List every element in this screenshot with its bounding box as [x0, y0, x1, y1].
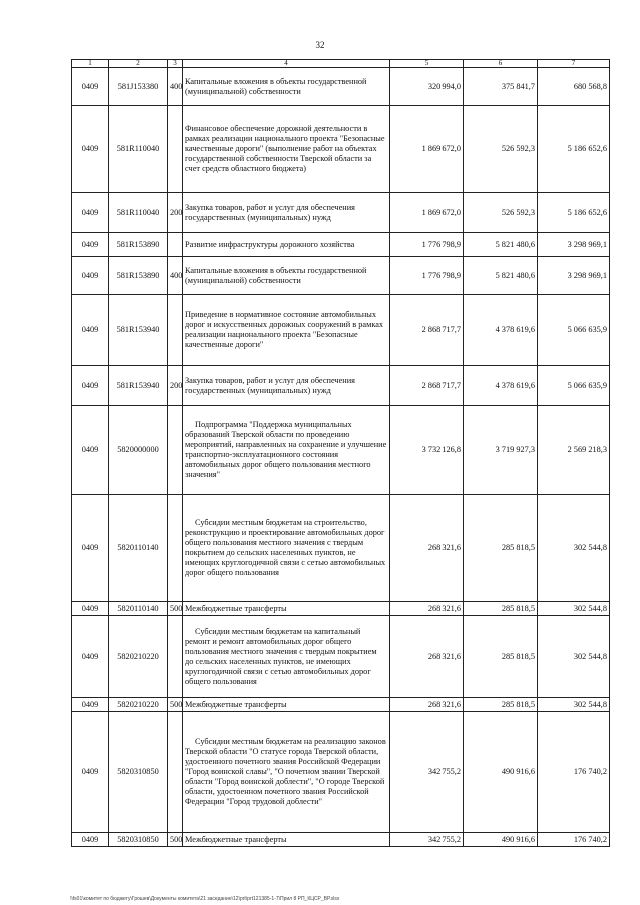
- table-row: [72, 406, 610, 495]
- target-code-cell: 581R110040: [109, 106, 168, 193]
- amount-year3-cell: 5 186 652,6: [538, 106, 610, 193]
- table-row: [72, 257, 610, 295]
- amount-year3-cell: 176 740,2: [538, 712, 610, 833]
- amount-year1-cell: 2 868 717,7: [390, 295, 464, 366]
- expense-type-cell: [168, 406, 183, 495]
- amount-year2-cell: 5 821 480,6: [464, 233, 538, 257]
- description-cell: Капитальные вложения в объекты государственной (муниципальной) собственности: [183, 68, 390, 106]
- section-code-cell: 0409: [72, 406, 109, 495]
- section-code-cell: 0409: [72, 68, 109, 106]
- amount-year1-cell: 268 321,6: [390, 602, 464, 616]
- table-row: [72, 68, 610, 106]
- target-code-cell: 581R153940: [109, 366, 168, 406]
- amount-year2-cell: 490 916,6: [464, 833, 538, 847]
- column-header: 2: [109, 60, 168, 68]
- section-code-cell: 0409: [72, 193, 109, 233]
- expense-type-cell: [168, 495, 183, 602]
- description-cell: Развитие инфраструктуры дорожного хозяйства: [183, 233, 390, 257]
- column-header: 3: [168, 60, 183, 68]
- amount-year2-cell: 285 818,5: [464, 698, 538, 712]
- expense-type-cell: 200: [168, 193, 183, 233]
- expense-type-cell: [168, 295, 183, 366]
- description-cell: Приведение в нормативное состояние автомобильных дорог и искусственных дорожных сооружений в рамках реализации национального проекта "Безопасные качественные дороги": [183, 295, 390, 366]
- target-code-cell: 581R153890: [109, 257, 168, 295]
- column-header: 4: [183, 60, 390, 68]
- amount-year1-cell: 2 868 717,7: [390, 366, 464, 406]
- section-code-cell: 0409: [72, 106, 109, 193]
- budget-table: [71, 59, 610, 847]
- amount-year2-cell: 490 916,6: [464, 712, 538, 833]
- description-cell: Закупка товаров, работ и услуг для обеспечения государственных (муниципальных) нужд: [183, 366, 390, 406]
- description-cell: Субсидии местным бюджетам на строительство, реконструкцию и проектирование автомобильных дорог общего пользования местного значения с твердым покрытием до сельских населенных пунктов, не имеющих круглогодичной связи с сетью автомобильных дорог общего пользования: [183, 495, 390, 602]
- table-row: [72, 295, 610, 366]
- amount-year1-cell: 1 869 672,0: [390, 193, 464, 233]
- expense-type-cell: [168, 616, 183, 698]
- amount-year2-cell: 5 821 480,6: [464, 257, 538, 295]
- amount-year3-cell: 302 544,8: [538, 602, 610, 616]
- section-code-cell: 0409: [72, 257, 109, 295]
- section-code-cell: 0409: [72, 366, 109, 406]
- amount-year2-cell: 4 378 619,6: [464, 295, 538, 366]
- target-code-cell: 581R110040: [109, 193, 168, 233]
- amount-year2-cell: 3 719 927,3: [464, 406, 538, 495]
- amount-year3-cell: 5 066 635,9: [538, 295, 610, 366]
- expense-type-cell: 400: [168, 68, 183, 106]
- amount-year1-cell: 342 755,2: [390, 833, 464, 847]
- amount-year3-cell: 2 569 218,3: [538, 406, 610, 495]
- amount-year3-cell: 302 544,8: [538, 616, 610, 698]
- amount-year1-cell: 1 776 798,9: [390, 257, 464, 295]
- description-cell: Подпрограмма "Поддержка муниципальных образований Тверской области по проведению мероприятий, направленных на сохранение и улучшение транспортно-эксплуатационного состояния автомобильных дорог общего пользования местного значения": [183, 406, 390, 495]
- amount-year1-cell: 268 321,6: [390, 698, 464, 712]
- section-code-cell: 0409: [72, 712, 109, 833]
- amount-year3-cell: 302 544,8: [538, 698, 610, 712]
- expense-type-cell: 500: [168, 698, 183, 712]
- expense-type-cell: 400: [168, 257, 183, 295]
- description-cell: Межбюджетные трансферты: [183, 698, 390, 712]
- table-row: [72, 366, 610, 406]
- amount-year3-cell: 302 544,8: [538, 495, 610, 602]
- target-code-cell: 5820210220: [109, 616, 168, 698]
- target-code-cell: 5820210220: [109, 698, 168, 712]
- table-row: [72, 602, 610, 616]
- section-code-cell: 0409: [72, 616, 109, 698]
- section-code-cell: 0409: [72, 495, 109, 602]
- description-cell: Субсидии местным бюджетам на реализацию законов Тверской области "О статусе города Тверской области, удостоенного почетного звания Российской Федерации "Город воинской славы", "О почетном звании Тверской области "Город воинской доблести", "О городе Тверской области, удостоенном почетного звания Российской Федерации "Город трудовой доблести": [183, 712, 390, 833]
- column-header: 5: [390, 60, 464, 68]
- description-cell: Межбюджетные трансферты: [183, 833, 390, 847]
- expense-type-cell: 500: [168, 602, 183, 616]
- amount-year3-cell: 3 298 969,1: [538, 233, 610, 257]
- amount-year2-cell: 285 818,5: [464, 616, 538, 698]
- amount-year3-cell: 5 066 635,9: [538, 366, 610, 406]
- amount-year2-cell: 526 592,3: [464, 106, 538, 193]
- amount-year2-cell: 285 818,5: [464, 602, 538, 616]
- amount-year1-cell: 342 755,2: [390, 712, 464, 833]
- table-row: [72, 712, 610, 833]
- amount-year2-cell: 285 818,5: [464, 495, 538, 602]
- amount-year1-cell: 3 732 126,8: [390, 406, 464, 495]
- amount-year3-cell: 5 186 652,6: [538, 193, 610, 233]
- expense-type-cell: 500: [168, 833, 183, 847]
- description-cell: Субсидии местным бюджетам на капитальный ремонт и ремонт автомобильных дорог общего пользования местного значения с твердым покрытием до сельских населенных пунктов, не имеющих круглогодичной связи с сетью автомобильных дорог общего пользования: [183, 616, 390, 698]
- target-code-cell: 5820110140: [109, 602, 168, 616]
- amount-year1-cell: 1 869 672,0: [390, 106, 464, 193]
- target-code-cell: 5820000000: [109, 406, 168, 495]
- amount-year2-cell: 526 592,3: [464, 193, 538, 233]
- section-code-cell: 0409: [72, 602, 109, 616]
- file-path-footer: \\fs01\комитет по бюджету\Грошев\Документы комитета\21 заседание\12\prt\prt121385-1-7\Прил 8 РП_КЦСР_ВР.xlsx: [70, 896, 340, 902]
- expense-type-cell: [168, 106, 183, 193]
- column-header: 1: [72, 60, 109, 68]
- expense-type-cell: [168, 233, 183, 257]
- section-code-cell: 0409: [72, 295, 109, 366]
- expense-type-cell: 200: [168, 366, 183, 406]
- table-row: [72, 616, 610, 698]
- target-code-cell: 5820310850: [109, 833, 168, 847]
- amount-year1-cell: 320 994,0: [390, 68, 464, 106]
- table-row: [72, 833, 610, 847]
- amount-year2-cell: 375 841,7: [464, 68, 538, 106]
- target-code-cell: 5820310850: [109, 712, 168, 833]
- target-code-cell: 581J153380: [109, 68, 168, 106]
- column-header: 7: [538, 60, 610, 68]
- table-row: [72, 698, 610, 712]
- amount-year1-cell: 1 776 798,9: [390, 233, 464, 257]
- description-cell: Межбюджетные трансферты: [183, 602, 390, 616]
- table-row: [72, 233, 610, 257]
- amount-year3-cell: 176 740,2: [538, 833, 610, 847]
- target-code-cell: 581R153890: [109, 233, 168, 257]
- amount-year1-cell: 268 321,6: [390, 616, 464, 698]
- table-row: [72, 495, 610, 602]
- target-code-cell: 5820110140: [109, 495, 168, 602]
- section-code-cell: 0409: [72, 833, 109, 847]
- description-cell: Капитальные вложения в объекты государственной (муниципальной) собственности: [183, 257, 390, 295]
- amount-year3-cell: 680 568,8: [538, 68, 610, 106]
- amount-year2-cell: 4 378 619,6: [464, 366, 538, 406]
- section-code-cell: 0409: [72, 233, 109, 257]
- table-row: [72, 106, 610, 193]
- header-row: [72, 60, 610, 68]
- description-cell: Закупка товаров, работ и услуг для обеспечения государственных (муниципальных) нужд: [183, 193, 390, 233]
- section-code-cell: 0409: [72, 698, 109, 712]
- amount-year1-cell: 268 321,6: [390, 495, 464, 602]
- table-row: [72, 193, 610, 233]
- expense-type-cell: [168, 712, 183, 833]
- amount-year3-cell: 3 298 969,1: [538, 257, 610, 295]
- description-cell: Финансовое обеспечение дорожной деятельности в рамках реализации национального проекта "Безопасные качественные дороги" (выполнение работ на объектах государственной собственности Тверской области за счет средств областного бюджета): [183, 106, 390, 193]
- page-number: 32: [315, 40, 325, 50]
- column-header: 6: [464, 60, 538, 68]
- target-code-cell: 581R153940: [109, 295, 168, 366]
